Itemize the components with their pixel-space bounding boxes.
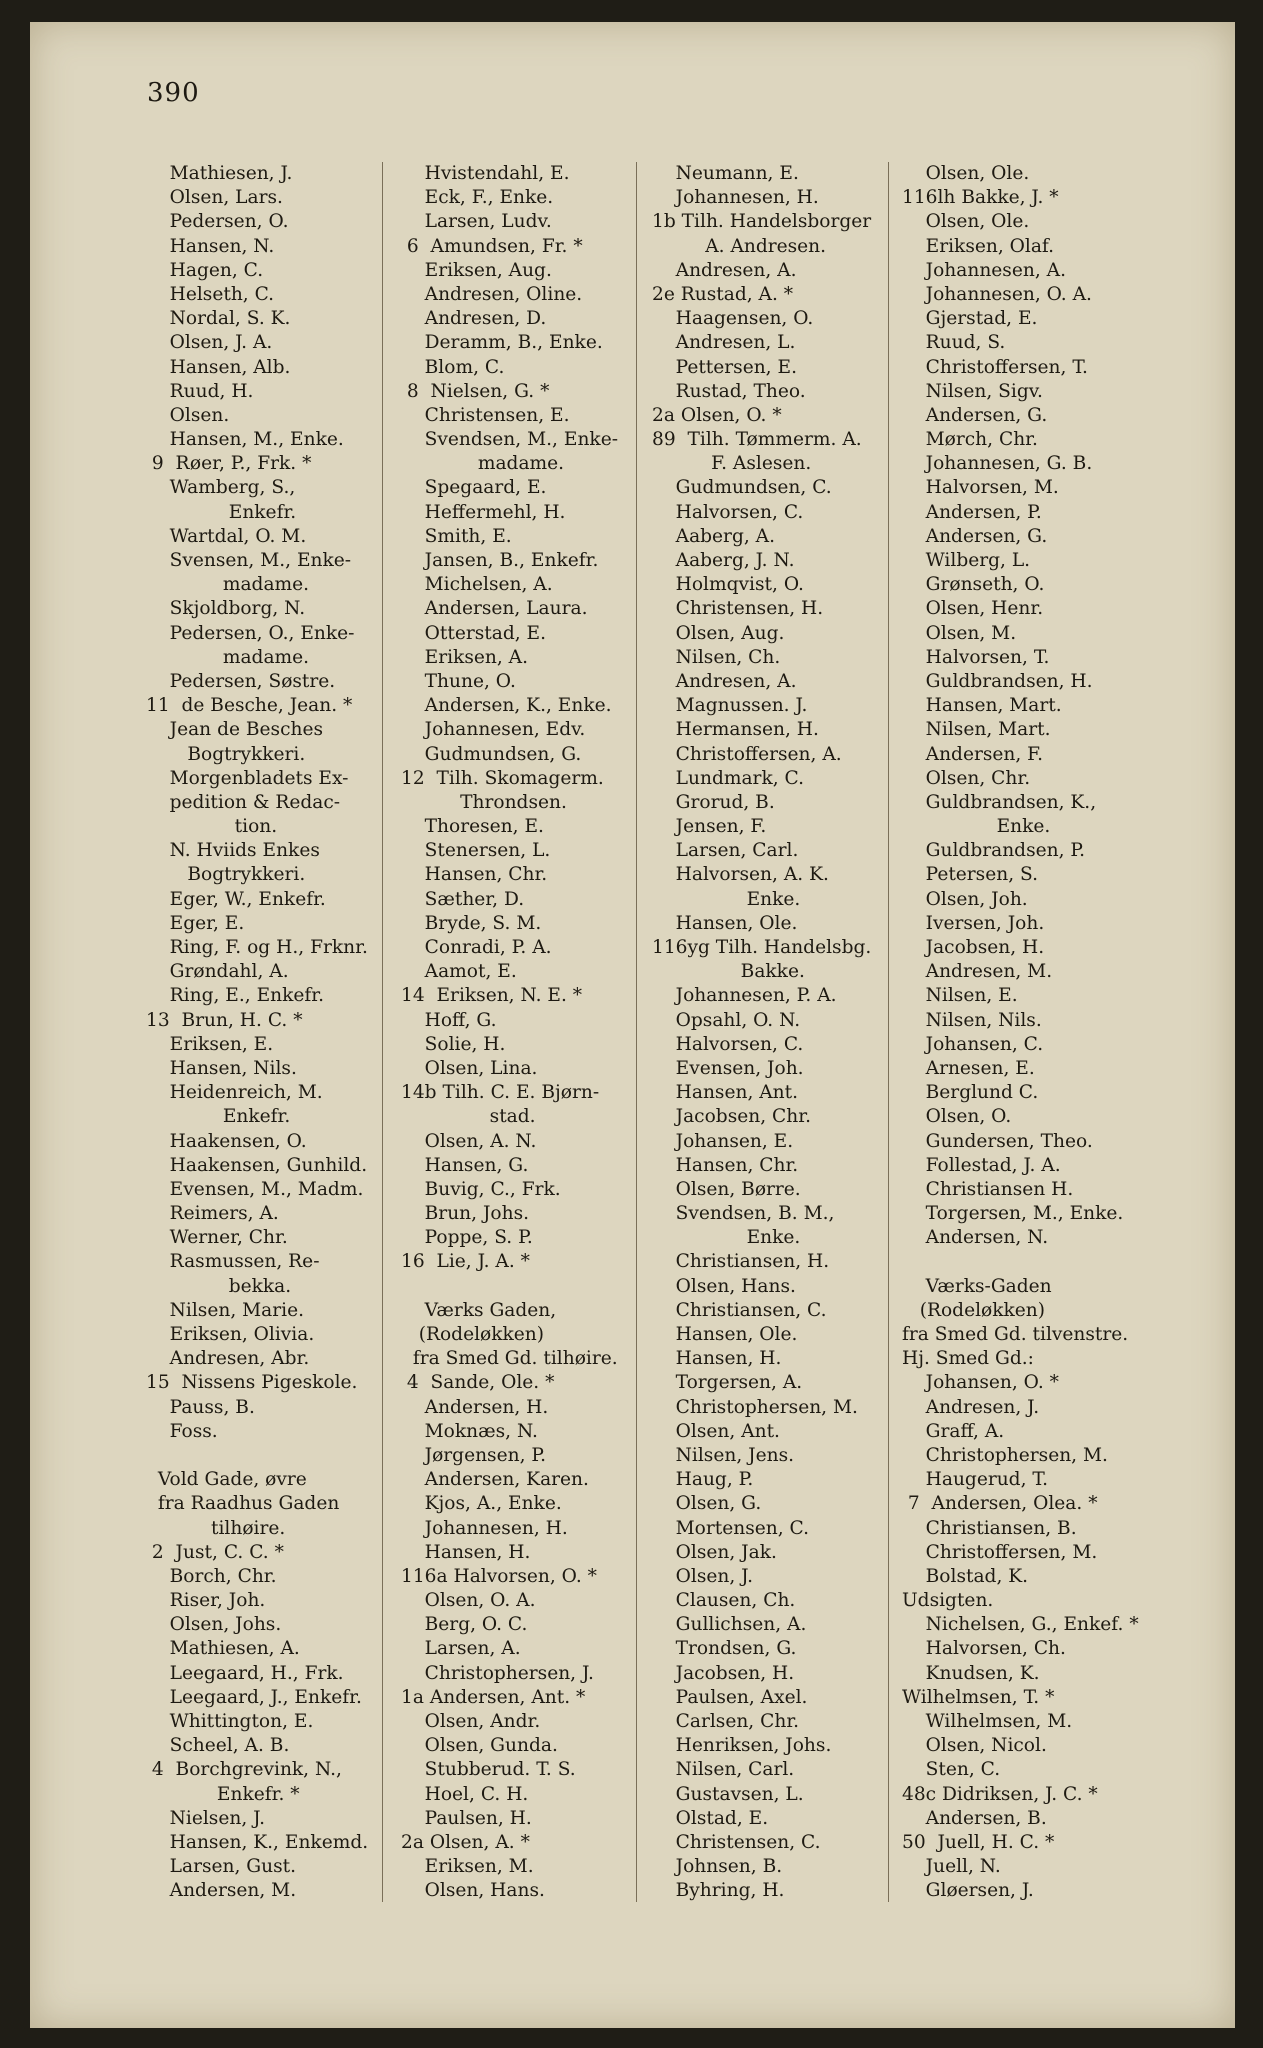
- directory-entry: Haakensen, Gunhild.: [146, 1154, 368, 1176]
- directory-entry: Christoffersen, M.: [902, 1541, 1098, 1563]
- directory-entry: Hansen, Alb.: [146, 356, 291, 378]
- directory-entry: 116lh Bakke, J. *: [902, 187, 1059, 209]
- directory-entry: Heidenreich, M.: [146, 1082, 323, 1104]
- directory-entry: 14 Eriksen, N. E. *: [401, 985, 583, 1007]
- directory-entry: Larsen, Gust.: [146, 1856, 297, 1878]
- directory-entry: Nordal, S. K.: [146, 308, 291, 330]
- directory-entry: Torgersen, A.: [652, 1372, 803, 1394]
- directory-entry: Hansen, N.: [146, 235, 275, 257]
- directory-entry: Mathiesen, A.: [146, 1638, 300, 1660]
- directory-entry: Wilhelmsen, M.: [902, 1711, 1073, 1732]
- directory-entry: Johannesen, H.: [401, 1517, 568, 1539]
- directory-entry: Andersen, F.: [902, 743, 1044, 765]
- directory-entry: 13 Brun, H. C. *: [146, 1009, 303, 1031]
- directory-entry: Enke.: [902, 816, 1051, 838]
- directory-entry: Haug, P.: [652, 1469, 754, 1491]
- directory-entry: N. Hviids Enkes: [146, 840, 320, 862]
- directory-entry: Christoffersen, A.: [652, 743, 842, 765]
- directory-entry: [902, 1250, 1162, 1274]
- directory-entry: Haugerud, T.: [902, 1469, 1048, 1491]
- directory-entry: Thoresen, E.: [401, 816, 544, 838]
- directory-entry: Pettersen, E.: [652, 356, 797, 378]
- directory-entry: Sæther, D.: [401, 888, 525, 910]
- directory-entry: bekka.: [146, 1275, 292, 1297]
- directory-entry: (Rodeløkken): [401, 1324, 544, 1345]
- directory-entry: Paulsen, H.: [401, 1807, 532, 1829]
- directory-entry: Iversen, Joh.: [902, 912, 1045, 934]
- directory-entry: Nilsen, Carl.: [652, 1759, 795, 1781]
- directory-entry: Svendsen, B. M.,: [652, 1203, 835, 1225]
- directory-entry: Jansen, B., Enkefr.: [401, 550, 599, 571]
- directory-entry: Hansen, K., Enkemd.: [146, 1831, 369, 1853]
- directory-entry: pedition & Redac-: [146, 791, 341, 813]
- directory-entry: Johansen, E.: [652, 1130, 794, 1152]
- directory-entry: Nielsen, J.: [146, 1807, 266, 1829]
- directory-entry: Gudmundsen, C.: [652, 477, 832, 499]
- directory-entry: 6 Amundsen, Fr. *: [401, 235, 583, 257]
- directory-entry: Trondsen, G.: [652, 1638, 797, 1660]
- directory-entry: Gullichsen, A.: [652, 1614, 807, 1636]
- directory-entry: Olsen, Henr.: [902, 598, 1044, 620]
- directory-entry: 7 Andersen, Olea. *: [902, 1493, 1098, 1515]
- directory-entry: Henriksen, Johs.: [652, 1735, 832, 1757]
- directory-entry: Gustavsen, L.: [652, 1783, 804, 1805]
- directory-entry: Hagen, C.: [146, 259, 264, 281]
- directory-entry: 116yg Tilh. Handelsbg.: [652, 937, 872, 958]
- directory-entry: fra Raadhus Gaden: [146, 1493, 340, 1515]
- directory-entry: Olsen, J. A.: [146, 332, 273, 354]
- directory-entry: Lundmark, C.: [652, 767, 805, 789]
- directory-entry: madame.: [401, 453, 565, 475]
- directory-entry: Leegaard, J., Enkefr.: [146, 1686, 362, 1708]
- directory-entry: Knudsen, K.: [902, 1662, 1040, 1684]
- directory-entry: Neumann, E.: [652, 163, 799, 184]
- directory-entry: Pedersen, O., Enke-: [146, 622, 355, 644]
- directory-entry: Helseth, C.: [146, 283, 275, 305]
- directory-entry: Værks-Gaden: [902, 1275, 1052, 1297]
- directory-entry: Otterstad, E.: [401, 622, 547, 644]
- directory-entry: Olsen, Gunda.: [401, 1735, 558, 1757]
- directory-entry: 2 Just, C. C. *: [146, 1541, 284, 1563]
- directory-entry: Olsen, Hans.: [652, 1275, 796, 1297]
- directory-entry: Olsen, Aug.: [652, 622, 785, 644]
- directory-entry: Opsahl, O. N.: [652, 1009, 801, 1031]
- directory-entry: Pedersen, O.: [146, 211, 289, 233]
- directory-entry: Andresen, L.: [652, 332, 796, 354]
- directory-entry: 2e Rustad, A. *: [652, 283, 794, 305]
- directory-entry: Rustad, Theo.: [652, 380, 806, 402]
- directory-entry: Eck, F., Enke.: [401, 187, 554, 209]
- directory-entry: Leegaard, H., Frk.: [146, 1662, 344, 1684]
- directory-entry: Hansen, Nils.: [146, 1057, 297, 1079]
- directory-entry: Guldbrandsen, P.: [902, 840, 1086, 862]
- directory-entry: F. Aslesen.: [652, 453, 812, 475]
- directory-entry: Buvig, C., Frk.: [401, 1178, 561, 1200]
- directory-entry: Hansen, Ant.: [652, 1082, 799, 1104]
- directory-entry: Paulsen, Axel.: [652, 1686, 808, 1708]
- directory-entry: Bogtrykkeri.: [146, 864, 306, 886]
- directory-entry: Byhring, H.: [652, 1880, 785, 1902]
- directory-entry: Andersen, Laura.: [401, 598, 588, 620]
- directory-entry: Johannesen, P. A.: [652, 985, 837, 1007]
- directory-entry: Arnesen, E.: [902, 1057, 1035, 1079]
- directory-entry: Smith, E.: [401, 525, 512, 547]
- directory-entry: Jensen, F.: [652, 816, 767, 838]
- directory-entry: Werner, Chr.: [146, 1227, 288, 1249]
- directory-entry: Larsen, Ludv.: [401, 211, 552, 233]
- directory-entry: Eriksen, M.: [401, 1856, 534, 1878]
- directory-entry: Christensen, H.: [652, 598, 824, 620]
- directory-entry: Grønseth, O.: [902, 574, 1045, 596]
- directory-entry: Gudmundsen, G.: [401, 743, 582, 765]
- directory-entry: Olsen, A. N.: [401, 1130, 537, 1152]
- directory-entry: Johannesen, H.: [652, 187, 819, 209]
- directory-entry: Andersen, G.: [902, 525, 1048, 547]
- directory-entry: Enke.: [652, 888, 801, 910]
- directory-entry: Aaberg, A.: [652, 525, 776, 547]
- directory-entry: Petersen, S.: [902, 864, 1039, 886]
- page-number: 390: [147, 78, 200, 108]
- directory-entry: Johannesen, G. B.: [902, 453, 1093, 475]
- directory-entry: tilhøire.: [146, 1517, 286, 1539]
- directory-entry: Christensen, C.: [652, 1831, 821, 1853]
- directory-entry: madame.: [146, 574, 310, 596]
- directory-entry: Hansen, Chr.: [401, 864, 548, 886]
- directory-entry: Olsen, Nicol.: [902, 1735, 1047, 1757]
- directory-entry: Johannesen, Edv.: [401, 719, 586, 741]
- directory-entry: Olsen, Ant.: [652, 1420, 780, 1442]
- directory-entry: Throndsen.: [401, 791, 567, 813]
- directory-entry: Halvorsen, T.: [902, 646, 1050, 668]
- directory-entry: Christoffersen, T.: [902, 356, 1088, 378]
- directory-entry: Bryde, S. M.: [401, 912, 542, 934]
- directory-entry: Christophersen, J.: [401, 1662, 594, 1684]
- column-4: [902, 162, 1162, 1904]
- directory-entry: Andresen, A.: [652, 670, 797, 692]
- directory-entry: Andresen, D.: [401, 308, 547, 330]
- directory-entry: Ring, F. og H., Frknr.: [146, 937, 368, 958]
- directory-entry: Riser, Joh.: [146, 1590, 266, 1612]
- directory-entry: Olstad, E.: [652, 1807, 769, 1829]
- directory-entry: Johannesen, O. A.: [902, 283, 1092, 305]
- directory-entry: Hansen, Mart.: [902, 695, 1062, 717]
- directory-entry: Christiansen, H.: [652, 1251, 830, 1273]
- column-1: [146, 162, 396, 1904]
- directory-entry: Halvorsen, M.: [902, 477, 1059, 499]
- directory-entry: Svendsen, M., Enke-: [401, 429, 618, 451]
- directory-entry: 14b Tilh. C. E. Bjørn-: [401, 1082, 600, 1104]
- directory-entry: Aaberg, J. N.: [652, 550, 795, 571]
- directory-entry: Hansen, H.: [652, 1348, 782, 1370]
- directory-entry: Johnsen, B.: [652, 1856, 783, 1878]
- directory-entry: Jørgensen, P.: [401, 1444, 547, 1466]
- directory-entry: Deramm, B., Enke.: [401, 332, 603, 354]
- directory-entry: Larsen, Carl.: [652, 840, 799, 862]
- directory-entry: 1a Andersen, Ant. *: [401, 1686, 586, 1708]
- directory-entry: Christensen, E.: [401, 404, 570, 426]
- directory-entry: 116a Halvorsen, O. *: [401, 1565, 597, 1587]
- directory-entry: Eger, E.: [146, 912, 245, 934]
- column-3: [652, 162, 902, 1904]
- directory-entry: Olsen, Jak.: [652, 1541, 777, 1563]
- directory-entry: Olsen, Hans.: [401, 1880, 545, 1902]
- directory-entry: Værks Gaden,: [401, 1299, 557, 1321]
- directory-entry: Ring, E., Enkefr.: [146, 985, 325, 1007]
- directory-entry: Christophersen, M.: [652, 1396, 858, 1418]
- directory-entry: Andersen, N.: [902, 1227, 1049, 1249]
- directory-entry: Magnussen. J.: [652, 695, 808, 717]
- directory-entry: Andresen, Abr.: [146, 1348, 310, 1370]
- directory-entry: Conradi, P. A.: [401, 937, 552, 958]
- directory-entry: 4 Sande, Ole. *: [401, 1372, 555, 1394]
- directory-entry: Enke.: [652, 1227, 801, 1249]
- directory-entry: Wilberg, L.: [902, 550, 1031, 571]
- directory-entry: [401, 1275, 651, 1299]
- directory-entry: Aamot, E.: [401, 961, 517, 983]
- directory-entry: fra Smed Gd. tilhøire.: [401, 1348, 618, 1370]
- directory-entry: Mortensen, C.: [652, 1517, 810, 1539]
- directory-entry: Pauss, B.: [146, 1396, 255, 1418]
- directory-entry: Haakensen, O.: [146, 1130, 307, 1152]
- directory-entry: fra Smed Gd. tilvenstre.: [902, 1324, 1129, 1345]
- directory-entry: Olsen, Lars.: [146, 187, 283, 209]
- directory-entry: [146, 1444, 396, 1468]
- directory-entry: Bogtrykkeri.: [146, 743, 306, 765]
- directory-entry: Sten, C.: [902, 1759, 1001, 1781]
- directory-entry: Svensen, M., Enke-: [146, 550, 352, 571]
- directory-entry: Jacobsen, H.: [902, 937, 1045, 958]
- directory-entry: Moknæs, N.: [401, 1420, 538, 1442]
- directory-entry: Eriksen, A.: [401, 646, 528, 668]
- directory-entry: Bakke.: [652, 961, 805, 983]
- directory-entry: Thune, O.: [401, 670, 516, 692]
- directory-entry: Andersen, P.: [902, 501, 1042, 523]
- directory-entry: Eriksen, E.: [146, 1033, 274, 1055]
- directory-entry: Jacobsen, H.: [652, 1662, 795, 1684]
- directory-entry: Wilhelmsen, T. *: [902, 1686, 1055, 1708]
- directory-entry: Berglund C.: [902, 1082, 1039, 1104]
- directory-entry: stad.: [401, 1106, 536, 1128]
- directory-entry: Nilsen, Jens.: [652, 1444, 795, 1466]
- directory-entry: 4 Borchgrevink, N.,: [146, 1759, 342, 1781]
- directory-entry: Olsen, Børre.: [652, 1178, 801, 1200]
- directory-entry: Graff, A.: [902, 1420, 1005, 1442]
- directory-entry: Pedersen, Søstre.: [146, 670, 336, 692]
- directory-entry: Olsen, G.: [652, 1493, 762, 1515]
- directory-entry: Evensen, Joh.: [652, 1057, 804, 1079]
- directory-entry: 50 Juell, H. C. *: [902, 1831, 1055, 1853]
- directory-entry: Olsen, Lina.: [401, 1057, 538, 1079]
- directory-entry: Olsen, O.: [902, 1106, 1012, 1128]
- directory-entry: Olsen, Chr.: [902, 767, 1031, 789]
- directory-entry: Spegaard, E.: [401, 477, 547, 499]
- directory-entry: Berg, O. C.: [401, 1614, 528, 1636]
- directory-entry: Bolstad, K.: [902, 1565, 1029, 1587]
- directory-entry: 12 Tilh. Skomagerm.: [401, 767, 604, 789]
- directory-entry: Kjos, A., Enke.: [401, 1493, 562, 1515]
- directory-entry: Enkefr.: [146, 1106, 291, 1128]
- directory-entry: Rasmussen, Re-: [146, 1251, 320, 1273]
- directory-entry: Hansen, Ole.: [652, 1324, 798, 1345]
- directory-entry: (Rodeløkken): [902, 1299, 1045, 1321]
- directory-entry: Guldbrandsen, H.: [902, 670, 1093, 692]
- directory-entry: Ruud, S.: [902, 332, 1006, 354]
- directory-entry: Michelsen, A.: [401, 574, 553, 596]
- directory-entry: Gjerstad, E.: [902, 308, 1038, 330]
- directory-entry: Poppe, S. P.: [401, 1227, 533, 1249]
- directory-entry: Hansen, H.: [401, 1541, 531, 1563]
- directory-entry: Wamberg, S.,: [146, 477, 296, 499]
- directory-entry: Udsigten.: [902, 1590, 994, 1612]
- directory-entry: Mørch, Chr.: [902, 429, 1038, 451]
- directory-entry: Eriksen, Olivia.: [146, 1324, 315, 1345]
- directory-entry: Halvorsen, A. K.: [652, 864, 829, 886]
- directory-entry: Halvorsen, Ch.: [902, 1638, 1066, 1660]
- directory-entry: Johansen, O. *: [902, 1372, 1059, 1394]
- directory-entry: Whittington, E.: [146, 1711, 314, 1732]
- directory-entry: Carlsen, Chr.: [652, 1711, 800, 1732]
- directory-entry: Follestad, J. A.: [902, 1154, 1061, 1176]
- directory-entry: Christiansen, C.: [652, 1299, 827, 1321]
- directory-entry: 16 Lie, J. A. *: [401, 1251, 530, 1273]
- directory-entry: Reimers, A.: [146, 1203, 279, 1225]
- directory-entry: Gundersen, Theo.: [902, 1130, 1093, 1152]
- directory-entry: Eriksen, Aug.: [401, 259, 552, 281]
- directory-entry: Nichelsen, G., Enkef. *: [902, 1614, 1139, 1636]
- directory-entry: 9 Røer, P., Frk. *: [146, 453, 312, 475]
- directory-entry: Morgenbladets Ex-: [146, 767, 349, 789]
- directory-entry: Grorud, B.: [652, 791, 775, 813]
- directory-entry: Andersen, Karen.: [401, 1469, 589, 1491]
- directory-entry: Hermansen, H.: [652, 719, 819, 741]
- directory-entry: Brun, Johs.: [401, 1203, 530, 1225]
- directory-entry: Nilsen, Sigv.: [902, 380, 1043, 402]
- directory-entry: Andersen, G.: [902, 404, 1048, 426]
- directory-entry: Olsen, M.: [902, 622, 1017, 644]
- directory-entry: Halvorsen, C.: [652, 501, 804, 523]
- directory-entry: Andresen, Oline.: [401, 283, 583, 305]
- directory-entry: Andresen, J.: [902, 1396, 1040, 1418]
- directory-entry: Olsen, Ole.: [902, 163, 1030, 184]
- directory-entry: tion.: [146, 816, 278, 838]
- directory-entry: Foss.: [146, 1420, 218, 1442]
- directory-entry: Hj. Smed Gd.:: [902, 1348, 1034, 1370]
- directory-entry: Andresen, A.: [652, 259, 797, 281]
- directory-entry: Grøndahl, A.: [146, 961, 289, 983]
- directory-entry: Hansen, Chr.: [652, 1154, 799, 1176]
- directory-entry: Andersen, B.: [902, 1807, 1047, 1829]
- directory-entry: Wartdal, O. M.: [146, 525, 307, 547]
- directory-entry: Olsen, Andr.: [401, 1711, 541, 1732]
- directory-entry: 2a Olsen, O. *: [652, 404, 782, 426]
- directory-entry: 11 de Besche, Jean. *: [146, 695, 353, 717]
- directory-entry: Torgersen, M., Enke.: [902, 1203, 1124, 1225]
- directory-entry: Mathiesen, J.: [146, 163, 293, 184]
- directory-entry: Christiansen, B.: [902, 1517, 1077, 1539]
- directory-entry: Enkefr. *: [146, 1783, 300, 1805]
- directory-entry: Gløersen, J.: [902, 1880, 1034, 1902]
- directory-entry: Jacobsen, Chr.: [652, 1106, 811, 1128]
- directory-entry: Halvorsen, C.: [652, 1033, 804, 1055]
- directory-entry: Andersen, M.: [146, 1880, 297, 1902]
- directory-entry: Johannesen, A.: [902, 259, 1066, 281]
- directory-entry: Nilsen, Ch.: [652, 646, 781, 668]
- directory-entry: Christiansen H.: [902, 1178, 1074, 1200]
- directory-entry: 89 Tilh. Tømmerm. A.: [652, 429, 862, 451]
- directory-entry: madame.: [146, 646, 310, 668]
- directory-entry: Skjoldborg, N.: [146, 598, 306, 620]
- directory-entry: Hoff, G.: [401, 1009, 497, 1031]
- directory-entry: Blom, C.: [401, 356, 505, 378]
- directory-entry: Andresen, M.: [902, 961, 1053, 983]
- directory-entry: Vold Gade, øvre: [146, 1469, 307, 1491]
- directory-entry: Guldbrandsen, K.,: [902, 791, 1097, 813]
- directory-entry: Stenersen, L.: [401, 840, 551, 862]
- directory-entry: Stubberud. T. S.: [401, 1759, 576, 1781]
- directory-entry: Juell, N.: [902, 1856, 1001, 1878]
- directory-entry: Olsen, Joh.: [902, 888, 1028, 910]
- directory-entry: 8 Nielsen, G. *: [401, 380, 550, 402]
- directory-entry: Nilsen, Nils.: [902, 1009, 1042, 1031]
- directory-entry: Hansen, M., Enke.: [146, 429, 344, 451]
- directory-entry: Eger, W., Enkefr.: [146, 888, 326, 910]
- directory-entry: Borch, Chr.: [146, 1565, 277, 1587]
- directory-entry: Scheel, A. B.: [146, 1735, 290, 1757]
- directory-entry: A. Andresen.: [652, 235, 827, 257]
- directory-entry: Olsen, O. A.: [401, 1590, 536, 1612]
- directory-entry: Hansen, G.: [401, 1154, 529, 1176]
- directory-entry: 2a Olsen, A. *: [401, 1831, 530, 1853]
- directory-entry: Evensen, M., Madm.: [146, 1178, 364, 1200]
- directory-entry: Johansen, C.: [902, 1033, 1044, 1055]
- directory-entry: Nilsen, Mart.: [902, 719, 1051, 741]
- directory-entry: 48c Didriksen, J. C. *: [902, 1783, 1098, 1805]
- directory-entry: Nilsen, Marie.: [146, 1299, 305, 1321]
- directory-entry: 15 Nissens Pigeskole.: [146, 1372, 358, 1394]
- directory-entry: Olsen, J.: [652, 1565, 754, 1587]
- directory-entry: Holmqvist, O.: [652, 574, 804, 596]
- directory-entry: 1b Tilh. Handelsborger: [652, 211, 872, 233]
- directory-entry: Ruud, H.: [146, 380, 254, 402]
- directory-entry: Haagensen, O.: [652, 308, 814, 330]
- column-2: [401, 162, 651, 1904]
- directory-entry: Solie, H.: [401, 1033, 506, 1055]
- directory-entry: Andersen, H.: [401, 1396, 549, 1418]
- directory-entry: Heffermehl, H.: [401, 501, 566, 523]
- directory-entry: Olsen, Johs.: [146, 1614, 282, 1636]
- directory-entry: Olsen, Ole.: [902, 211, 1030, 233]
- directory-entry: Nilsen, E.: [902, 985, 1018, 1007]
- directory-entry: Jean de Besches: [146, 719, 324, 741]
- directory-entry: Eriksen, Olaf.: [902, 235, 1055, 257]
- directory-entry: Clausen, Ch.: [652, 1590, 796, 1612]
- directory-entry: Andersen, K., Enke.: [401, 695, 612, 717]
- directory-entry: Enkefr.: [146, 501, 297, 523]
- directory-entry: Larsen, A.: [401, 1638, 521, 1660]
- directory-entry: Hvistendahl, E.: [401, 163, 570, 184]
- directory-page: [30, 22, 1235, 2028]
- directory-entry: Olsen.: [146, 404, 230, 426]
- directory-entry: Christophersen, M.: [902, 1444, 1108, 1466]
- directory-entry: Hoel, C. H.: [401, 1783, 529, 1805]
- directory-entry: Hansen, Ole.: [652, 912, 798, 934]
